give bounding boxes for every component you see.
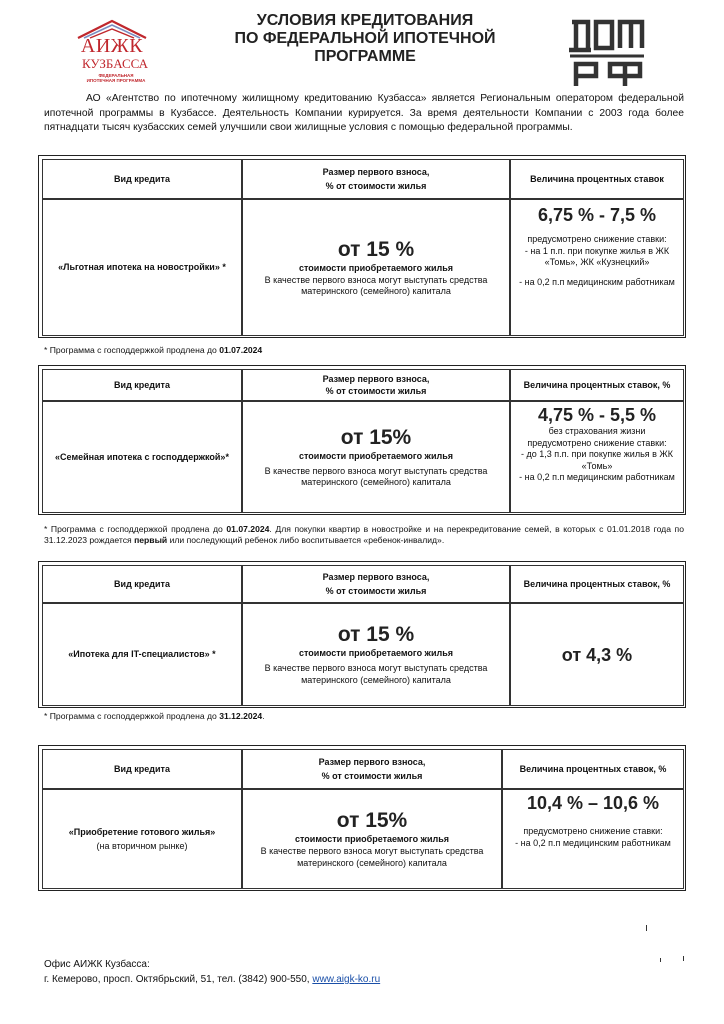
aijk-kuzbass-logo — [70, 18, 154, 82]
header-rates: Величина процентных ставок, % — [510, 369, 684, 401]
loan-table-preferential — [38, 155, 686, 338]
down-payment-value: от 15% — [340, 425, 412, 449]
office-contacts: Офис АИЖК Кузбасса: г. Кемерово, просп. Октябрьский, 51, тел. (3842) 900-550, www.aigk-ko.ru — [44, 959, 381, 985]
rate-cell: 4,75 % - 5,5 % без страхования жизни предусмотрено снижение ставки: - до 1,3 п.п. при покупке жилья в ЖК «Томь» - на 0,2 п.п медицинским работникам — [510, 401, 684, 513]
rate-value: 6,75 % - 7,5 % — [537, 205, 657, 225]
loan-table-it — [38, 561, 686, 708]
rate-cell: 10,4 % – 10,6 % предусмотрено снижение ставки: - на 0,2 п.п медицинским работникам — [502, 789, 684, 889]
website-link[interactable]: www.aigk-ko.ru — [312, 974, 381, 985]
down-payment-cell: от 15 % стоимости приобретаемого жилья В качестве первого взноса могут выступать средства материнского (семейного) капитала — [242, 603, 510, 706]
down-payment-value: от 15 % — [337, 623, 415, 646]
header-down-payment: Размер первого взноса, % от стоимости жилья — [242, 159, 510, 199]
footnote-3: * Программа с господдержкой продлена до 31.12.2024. — [44, 711, 265, 721]
rate-cell — [510, 603, 684, 706]
footnote-2: * Программа с господдержкой продлена до 01.07.2024. Для покупки квартир в новостройке и на перекредитование семей, в которых с 01.01.2018 года по 31.12.2023 рождается первый или последующий ребенок либо воспитывается «ребенок-инвалид». — [44, 524, 684, 545]
rate-value: 10,4 % – 10,6 % — [526, 793, 660, 813]
down-payment-value: от 15 % — [337, 237, 415, 261]
logo-region-text: КУЗБАССА — [81, 56, 149, 71]
header-loan-type: Вид кредита — [42, 565, 242, 603]
header-rates: Величина процентных ставок — [510, 159, 684, 199]
header-loan-type: Вид кредита — [42, 369, 242, 401]
footnote-1: * Программа с господдержкой продлена до 01.07.2024 — [44, 345, 263, 355]
header-down-payment: Размер первого взноса, % от стоимости жилья — [242, 369, 510, 401]
rate-value: 4,75 % - 5,5 % — [537, 405, 657, 425]
rate-value: от 4,3 % — [561, 644, 633, 665]
header-down-payment: Размер первого взноса, % от стоимости жилья — [242, 749, 502, 789]
loan-type-cell: «Ипотека для IT-специалистов» * — [42, 603, 242, 706]
dom-rf-logo — [566, 14, 648, 90]
header-down-payment: Размер первого взноса, % от стоимости жилья — [242, 565, 510, 603]
logo-brand-text: АИЖК — [80, 35, 144, 57]
loan-table-secondary — [38, 745, 686, 891]
scan-speck — [660, 958, 661, 962]
scan-speck — [683, 956, 684, 961]
loan-type-cell: «Льготная ипотека на новостройки» * — [42, 199, 242, 336]
loan-type-cell: «Приобретение готового жилья» (на вторичном рынке) — [42, 789, 242, 889]
down-payment-value: от 15% — [336, 809, 408, 832]
dom-rf-logo-icon — [566, 14, 648, 90]
header-loan-type: Вид кредита — [42, 749, 242, 789]
down-payment-cell: от 15% стоимости приобретаемого жилья В качестве первого взноса могут выступать средства материнского (семейного) капитала — [242, 789, 502, 889]
page-header — [0, 0, 724, 90]
loan-type-cell: «Семейная ипотека с господдержкой»* — [42, 401, 242, 513]
down-payment-cell: от 15 % стоимости приобретаемого жилья В качестве первого взноса могут выступать средства материнского (семейного) капитала — [242, 199, 510, 336]
rate-cell: 6,75 % - 7,5 % предусмотрено снижение ставки: - на 1 п.п. при покупке жилья в ЖК «Томь», ЖК «Кузнецкий» - на 0,2 п.п медицинским работникам — [510, 199, 684, 336]
scan-speck — [646, 925, 647, 931]
header-rates: Величина процентных ставок, % — [510, 565, 684, 603]
intro-paragraph: АО «Агентство по ипотечному жилищному кредитованию Кузбасса» является Региональным оператором федеральной ипотечной программы в Кузбассе. Деятельность Компании курируется. За время деятельности Компании с 2003 года более пятнадцати тысяч кузбасских семей улучшили свои жилищные условия с помощью федеральной программы. — [44, 93, 684, 133]
loan-table-family — [38, 365, 686, 515]
logo-tagline: ФЕДЕРАЛЬНАЯ ИПОТЕЧНАЯ ПРОГРАММА — [86, 73, 146, 83]
page-title: УСЛОВИЯ КРЕДИТОВАНИЯ ПО ФЕДЕРАЛЬНОЙ ИПОТЕЧНОЙ ПРОГРАММЕ — [234, 12, 496, 65]
down-payment-cell: от 15% стоимости приобретаемого жилья В качестве первого взноса могут выступать средства материнского (семейного) капитала — [242, 401, 510, 513]
header-rates: Величина процентных ставок, % — [502, 749, 684, 789]
header-loan-type: Вид кредита — [42, 159, 242, 199]
